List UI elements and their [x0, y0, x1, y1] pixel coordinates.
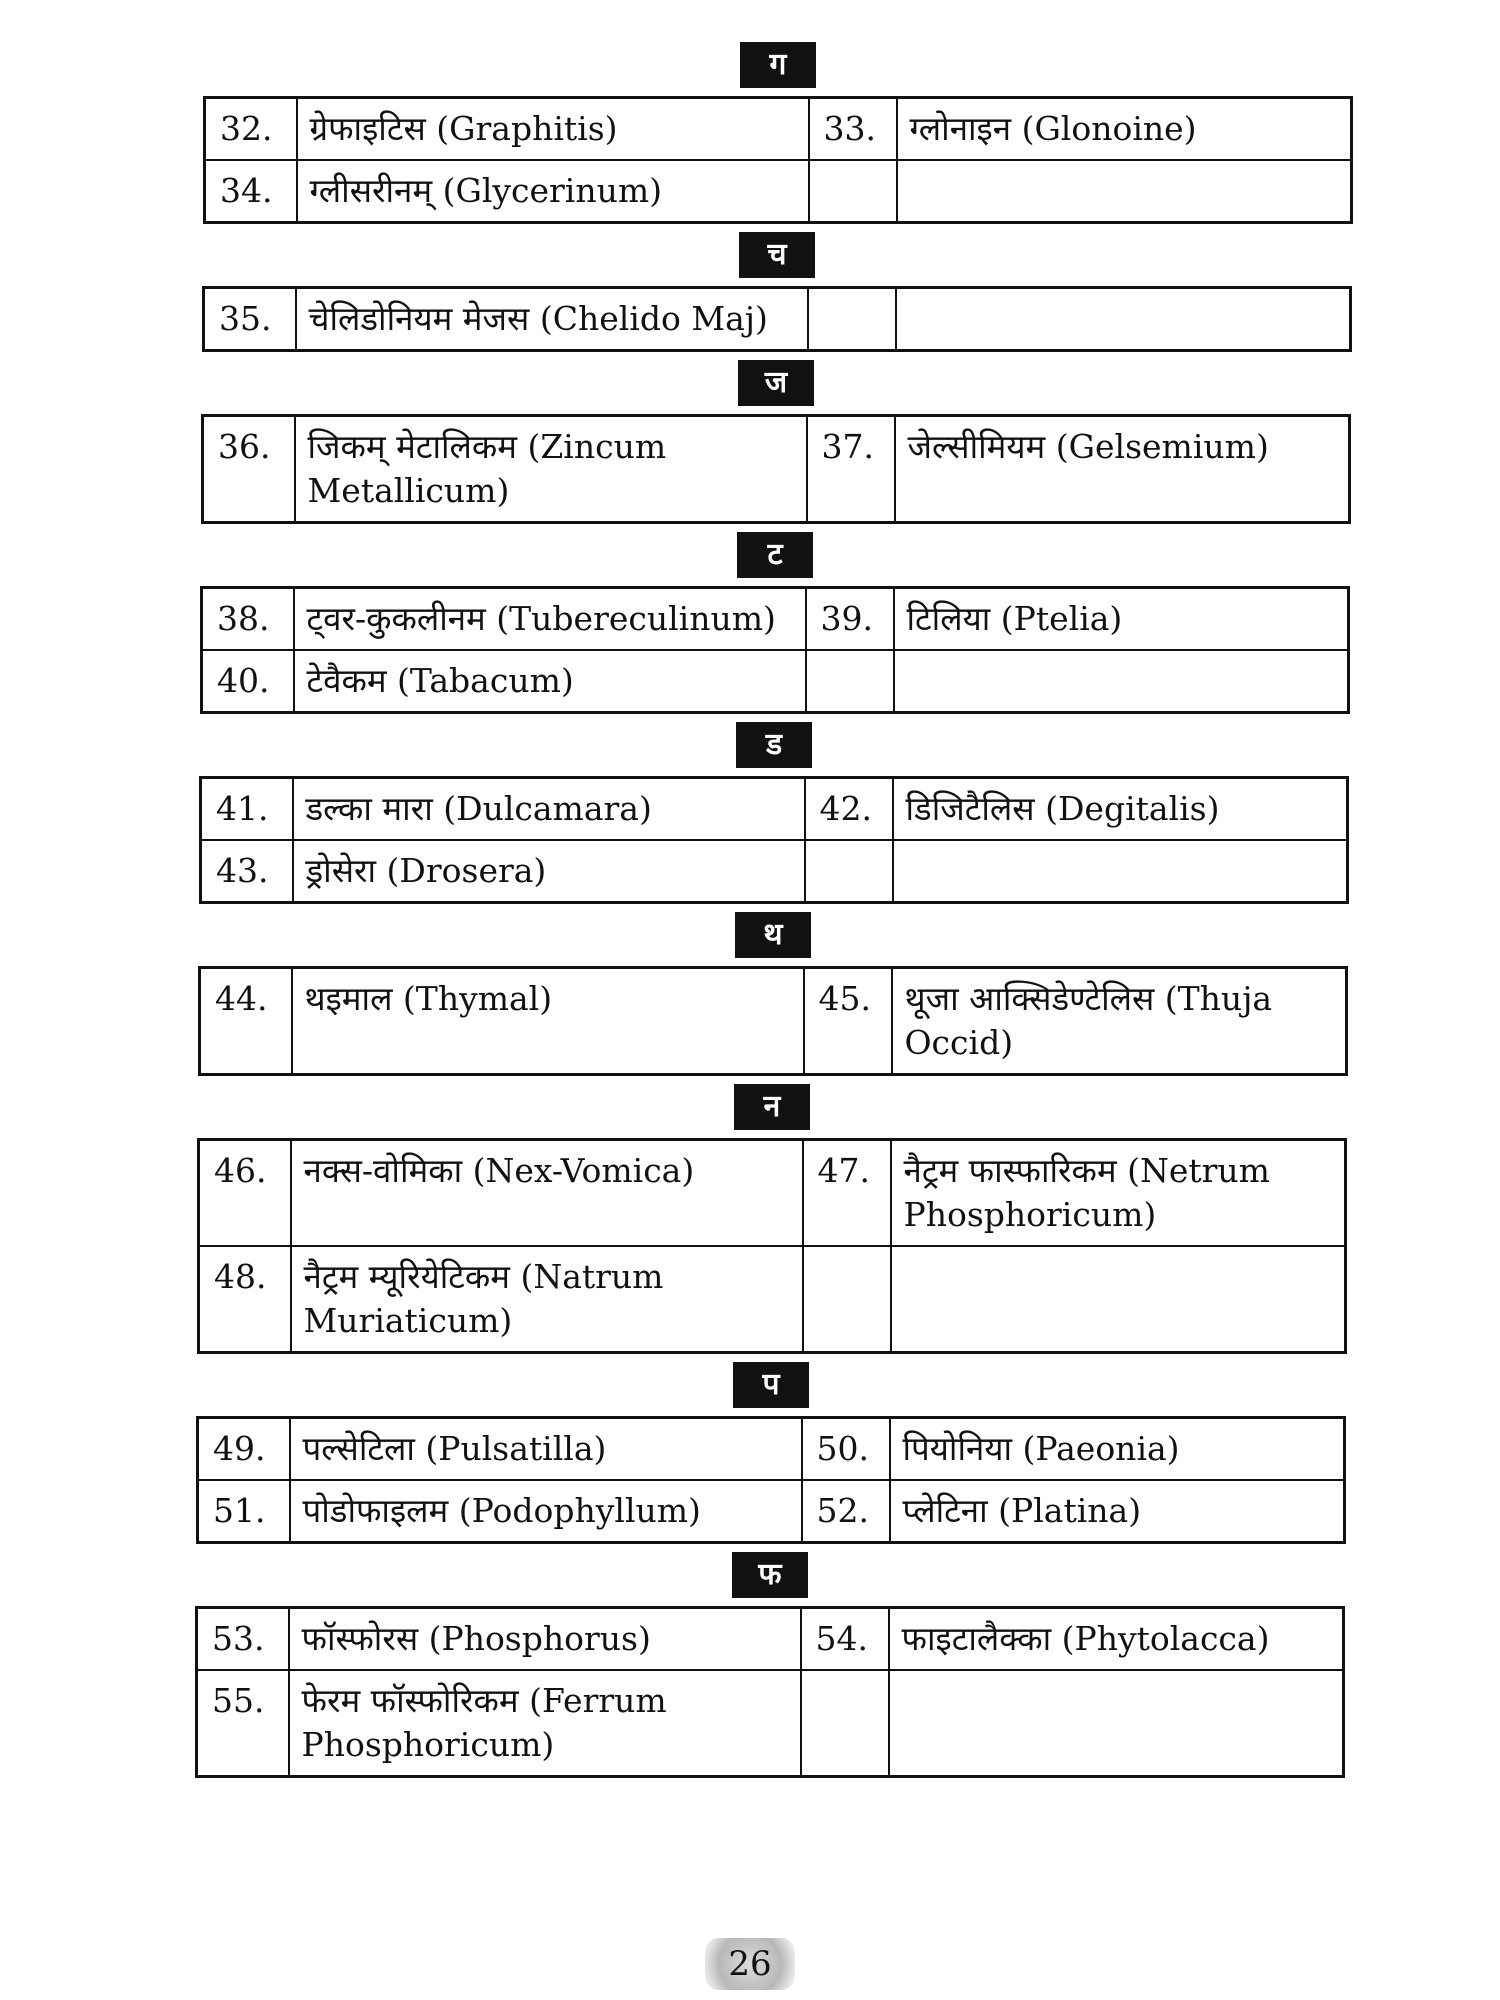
item-name: ग्लीसरीनम् (Glycerinum) [297, 160, 809, 223]
remedy-table [202, 286, 1352, 352]
table-row [198, 1480, 1345, 1543]
section-heading [200, 524, 1350, 586]
item-number: 46. [199, 1140, 291, 1247]
item-name: डल्का मारा (Dulcamara) [293, 778, 805, 841]
remedy-table [201, 414, 1351, 524]
item-number: 37. [807, 416, 895, 523]
table-row [201, 778, 1348, 841]
item-number: 47. [803, 1140, 891, 1247]
remedy-table [203, 96, 1353, 224]
remedy-table [197, 1138, 1347, 1354]
letter-section [203, 34, 1353, 224]
section-letter: ग [740, 42, 816, 88]
item-number: 48. [199, 1246, 291, 1353]
page-number: 26 [705, 1938, 795, 1990]
item-name: पियोनिया (Paeonia) [890, 1418, 1345, 1481]
table-row [199, 1140, 1346, 1247]
section-heading [197, 1076, 1347, 1138]
item-name: नैट्रम म्यूरियेटिकम (Natrum Muriaticum) [291, 1246, 803, 1353]
remedy-table [198, 966, 1348, 1076]
item-name [893, 840, 1348, 903]
remedy-table [195, 1606, 1345, 1778]
letter-section [198, 904, 1348, 1076]
item-name [889, 1670, 1344, 1777]
item-number: 53. [197, 1608, 289, 1671]
item-number: 35. [204, 288, 296, 351]
item-number: 52. [802, 1480, 890, 1543]
item-number [806, 650, 894, 713]
item-name: फॉस्फोरस (Phosphorus) [289, 1608, 801, 1671]
table-row [200, 968, 1347, 1075]
section-heading [201, 352, 1351, 414]
item-name: ट्वर-कुकलीनम (Tubereculinum) [294, 588, 806, 651]
letter-section [197, 1076, 1347, 1354]
item-number: 50. [802, 1418, 890, 1481]
item-number: 42. [805, 778, 893, 841]
table-row [205, 98, 1352, 161]
item-number: 49. [198, 1418, 290, 1481]
table-row [198, 1418, 1345, 1481]
item-name [896, 288, 1351, 351]
table-row [199, 1246, 1346, 1353]
item-name: जेल्सीमियम (Gelsemium) [895, 416, 1350, 523]
table-row [197, 1608, 1344, 1671]
table-row [202, 650, 1349, 713]
item-name [891, 1246, 1346, 1353]
item-number [801, 1670, 889, 1777]
item-name [897, 160, 1352, 223]
letter-section [202, 224, 1352, 352]
letter-section [196, 1354, 1346, 1544]
item-number: 39. [806, 588, 894, 651]
table-row [204, 288, 1351, 351]
item-number [805, 840, 893, 903]
item-name: थइमाल (Thymal) [292, 968, 804, 1075]
section-heading [203, 34, 1353, 96]
item-number: 41. [201, 778, 293, 841]
item-name [894, 650, 1349, 713]
item-name: पल्सेटिला (Pulsatilla) [290, 1418, 802, 1481]
item-number [803, 1246, 891, 1353]
remedy-table [196, 1416, 1346, 1544]
item-name: पोडोफाइलम (Podophyllum) [290, 1480, 802, 1543]
table-row [203, 416, 1350, 523]
table-row [202, 588, 1349, 651]
item-number: 55. [197, 1670, 289, 1777]
table-row [197, 1670, 1344, 1777]
item-number: 44. [200, 968, 292, 1075]
table-row [205, 160, 1352, 223]
item-name: डिजिटैलिस (Degitalis) [893, 778, 1348, 841]
item-name: थूजा आक्सिडेण्टेलिस (Thuja Occid) [892, 968, 1347, 1075]
item-name: ग्लोनाइन (Glonoine) [897, 98, 1352, 161]
section-letter: ज [738, 360, 814, 406]
item-number: 38. [202, 588, 294, 651]
item-name: चेलिडोनियम मेजस (Chelido Maj) [296, 288, 808, 351]
item-number: 43. [201, 840, 293, 903]
item-name: नक्स-वोमिका (Nex-Vomica) [291, 1140, 803, 1247]
letter-section [195, 1544, 1345, 1778]
item-name: ड्रोसेरा (Drosera) [293, 840, 805, 903]
remedy-table [200, 586, 1350, 714]
item-number: 36. [203, 416, 295, 523]
item-name: प्लेटिना (Platina) [890, 1480, 1345, 1543]
item-number: 32. [205, 98, 297, 161]
section-heading [202, 224, 1352, 286]
item-number: 54. [801, 1608, 889, 1671]
section-heading [199, 714, 1349, 776]
section-letter: न [734, 1084, 810, 1130]
section-heading [196, 1354, 1346, 1416]
section-heading [198, 904, 1348, 966]
section-heading [195, 1544, 1345, 1606]
item-number [808, 288, 896, 351]
item-name: नैट्रम फास्फारिकम (Netrum Phosphoricum) [891, 1140, 1346, 1247]
section-letter: थ [735, 912, 811, 958]
section-letter: ट [737, 532, 813, 578]
item-name: ग्रेफाइटिस (Graphitis) [297, 98, 809, 161]
item-name: फेरम फॉस्फोरिकम (Ferrum Phosphoricum) [289, 1670, 801, 1777]
item-name: फाइटालैक्का (Phytolacca) [889, 1608, 1344, 1671]
item-name: टिलिया (Ptelia) [894, 588, 1349, 651]
item-number [809, 160, 897, 223]
letter-section [200, 524, 1350, 714]
remedy-table [199, 776, 1349, 904]
table-row [201, 840, 1348, 903]
letter-section [199, 714, 1349, 904]
section-letter: ड [736, 722, 812, 768]
item-number: 51. [198, 1480, 290, 1543]
item-number: 34. [205, 160, 297, 223]
item-number: 45. [804, 968, 892, 1075]
item-name: जिकम् मेटालिकम (Zincum Metallicum) [295, 416, 807, 523]
item-number: 40. [202, 650, 294, 713]
section-letter: च [739, 232, 815, 278]
section-letter: प [733, 1362, 809, 1408]
item-number: 33. [809, 98, 897, 161]
item-name: टेवैकम (Tabacum) [294, 650, 806, 713]
section-letter: फ [732, 1552, 808, 1598]
letter-section [201, 352, 1351, 524]
